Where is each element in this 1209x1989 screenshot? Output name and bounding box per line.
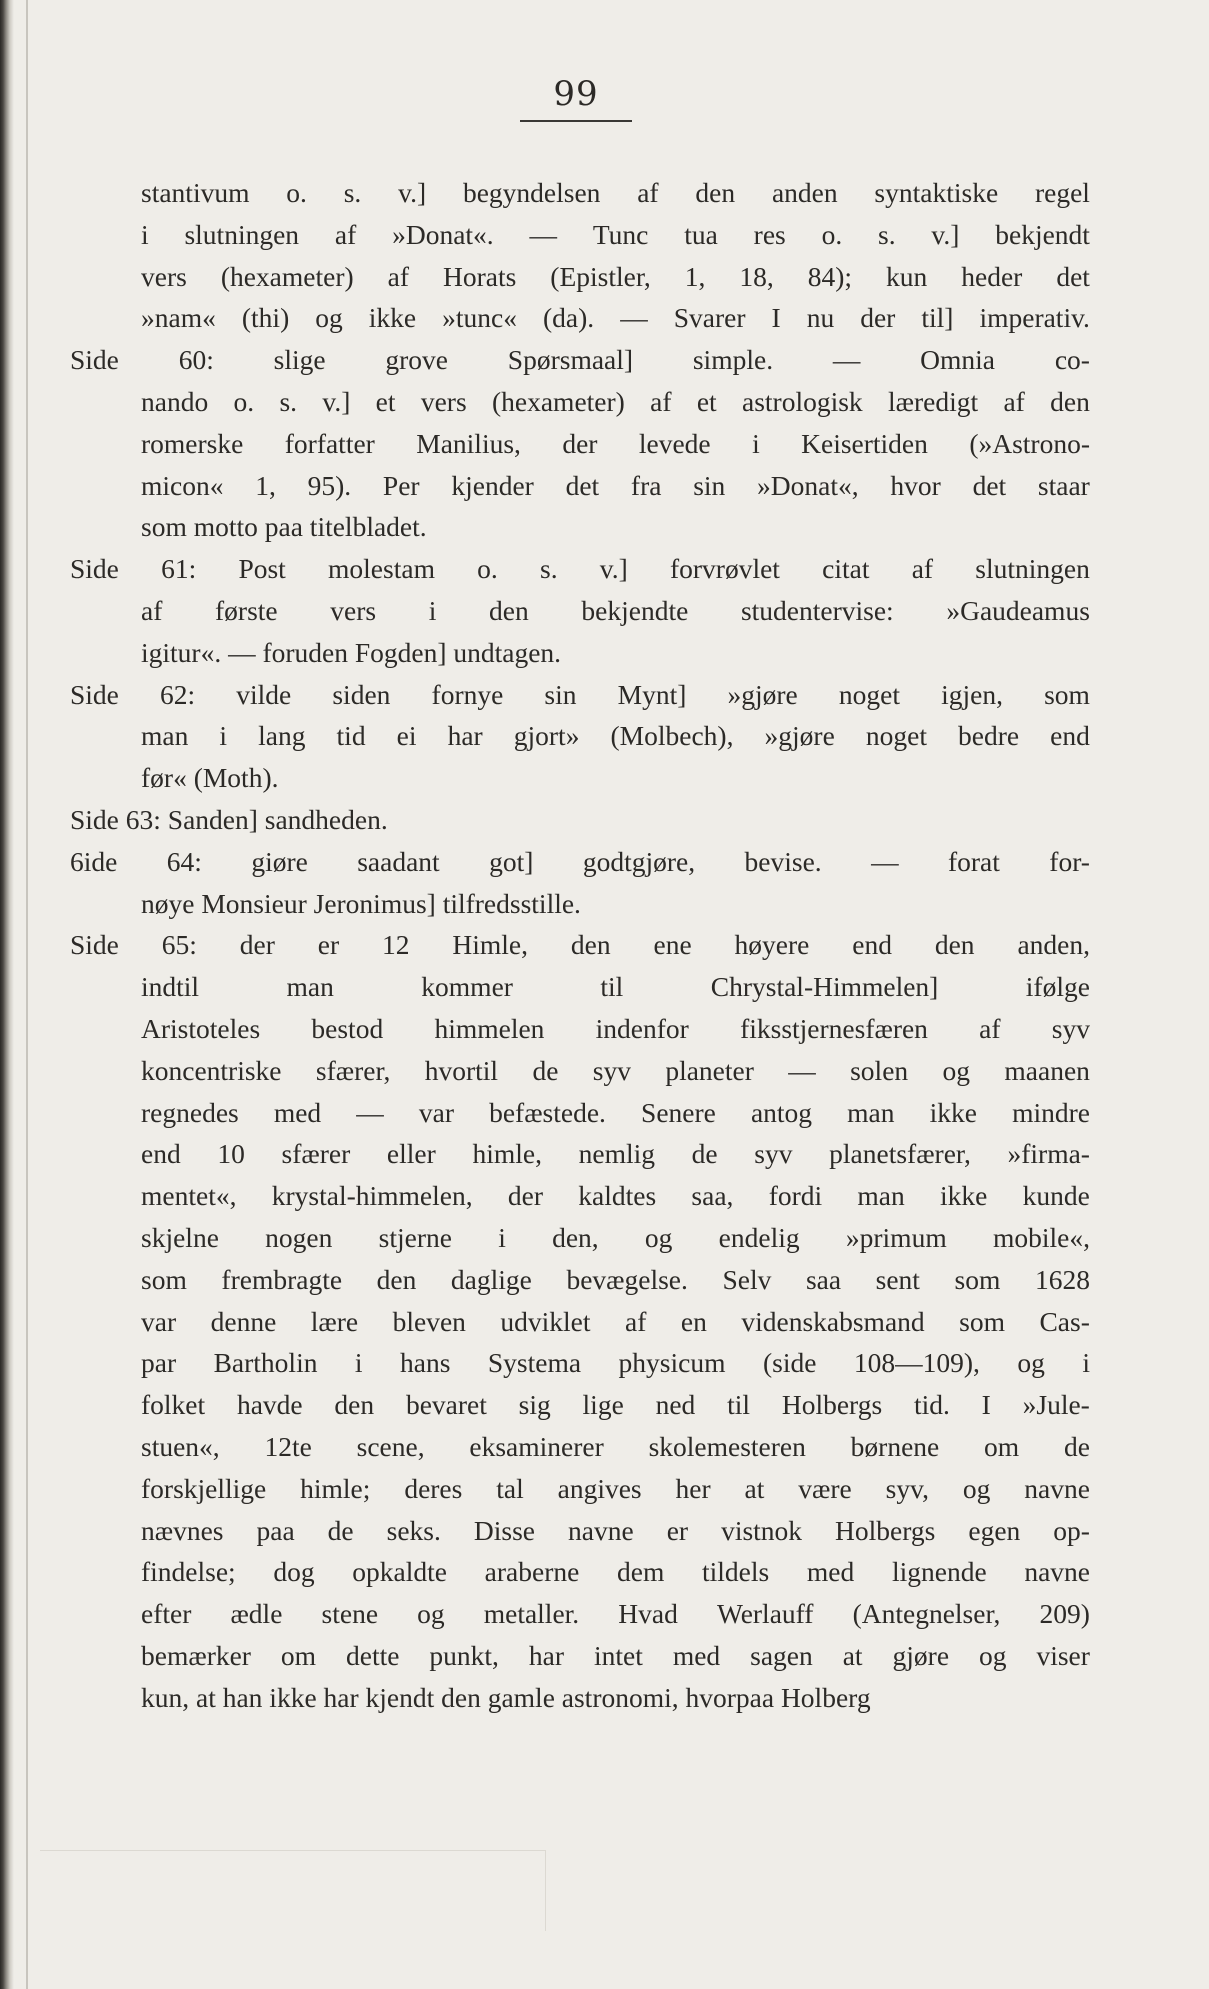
text-line: vers (hexameter) af Horats (Epistler, 1, 18, 84); kun heder det: [141, 260, 1090, 292]
text-line: stuen«, 12te scene, eksaminerer skolemesteren børnene om de: [141, 1430, 1090, 1462]
text-line: bemærker om dette punkt, har intet med sagen at gjøre og viser: [141, 1639, 1090, 1671]
text-line: 6ide 64: giøre saadant got] godtgjøre, bevise. — forat for-: [70, 845, 1090, 877]
text-line: nævnes paa de seks. Disse navne er vistnok Holbergs egen op-: [141, 1514, 1090, 1546]
text-line: folket havde den bevaret sig lige ned til Holbergs tid. I »Jule-: [141, 1389, 1090, 1421]
text-line: Side 61: Post molestam o. s. v.] forvrøvlet citat af slutningen: [70, 553, 1090, 585]
text-line: af første vers i den bekjendte studentervise: »Gaudeamus: [141, 594, 1090, 626]
text-line: forskjellige himle; deres tal angives her at være syv, og navne: [141, 1472, 1090, 1504]
gutter-line: [26, 0, 28, 1989]
text-line: romerske forfatter Manilius, der levede i Keisertiden (»Astrono-: [141, 427, 1090, 459]
text-line: skjelne nogen stjerne i den, og endelig »primum mobile«,: [141, 1221, 1090, 1253]
text-line: regnedes med — var befæstede. Senere antog man ikke mindre: [141, 1096, 1090, 1128]
page-number: 99: [520, 74, 632, 122]
text-line: som motto paa titelbladet.: [141, 511, 427, 543]
text-line: igitur«. — foruden Fogden] undtagen.: [141, 636, 562, 668]
text-line: mentet«, krystal-himmelen, der kaldtes saa, fordi man ikke kunde: [141, 1180, 1090, 1212]
text-line: micon« 1, 95). Per kjender det fra sin »Donat«, hvor det staar: [141, 469, 1090, 501]
text-line: Side 60: slige grove Spørsmaal] simple. — Omnia co-: [70, 344, 1090, 376]
text-line: før« (Moth).: [141, 762, 279, 794]
text-line: end 10 sfærer eller himle, nemlig de syv planetsfærer, »firma-: [141, 1138, 1090, 1170]
text-line: par Bartholin i hans Systema physicum (side 108—109), og i: [141, 1347, 1090, 1379]
text-line: indtil man kommer til Chrystal-Himmelen] ifølge: [141, 971, 1090, 1003]
text-line: nøye Monsieur Jeronimus] tilfredsstille.: [141, 887, 581, 919]
text-line: var denne lære bleven udviklet af en videnskabsmand som Cas-: [141, 1305, 1090, 1337]
body-text: [70, 172, 1090, 1718]
text-line: Aristoteles bestod himmelen indenfor fiksstjernesfæren af syv: [141, 1012, 1090, 1044]
text-line: stantivum o. s. v.] begyndelsen af den anden syntaktiske regel: [141, 177, 1090, 208]
book-spine-shadow: [0, 0, 14, 1989]
text-line: Side 63: Sanden] sandheden.: [70, 803, 388, 835]
text-line: koncentriske sfærer, hvortil de syv planeter — solen og maanen: [141, 1054, 1090, 1086]
text-line: findelse; dog opkaldte araberne dem tildels med lignende navne: [141, 1556, 1090, 1588]
text-line: nando o. s. v.] et vers (hexameter) af et astrologisk læredigt af den: [141, 385, 1090, 417]
text-line: i slutningen af »Donat«. — Tunc tua res o. s. v.] bekjendt: [141, 218, 1090, 250]
show-through-shadow: [40, 1850, 546, 1931]
text-line: Side 65: der er 12 Himle, den ene høyere end den anden,: [70, 929, 1090, 961]
text-line: »nam« (thi) og ikke »tunc« (da). — Svarer I nu der til] imperativ.: [141, 302, 1090, 334]
text-line: kun, at han ikke har kjendt den gamle astronomi, hvorpaa Holberg: [141, 1681, 871, 1713]
text-line: Side 62: vilde siden fornye sin Mynt] »gjøre noget igjen, som: [70, 678, 1090, 710]
text-line: som frembragte den daglige bevægelse. Selv saa sent som 1628: [141, 1263, 1090, 1295]
text-line: man i lang tid ei har gjort» (Molbech), »gjøre noget bedre end: [141, 720, 1090, 752]
text-line: efter ædle stene og metaller. Hvad Werlauff (Antegnelser, 209): [141, 1598, 1090, 1630]
